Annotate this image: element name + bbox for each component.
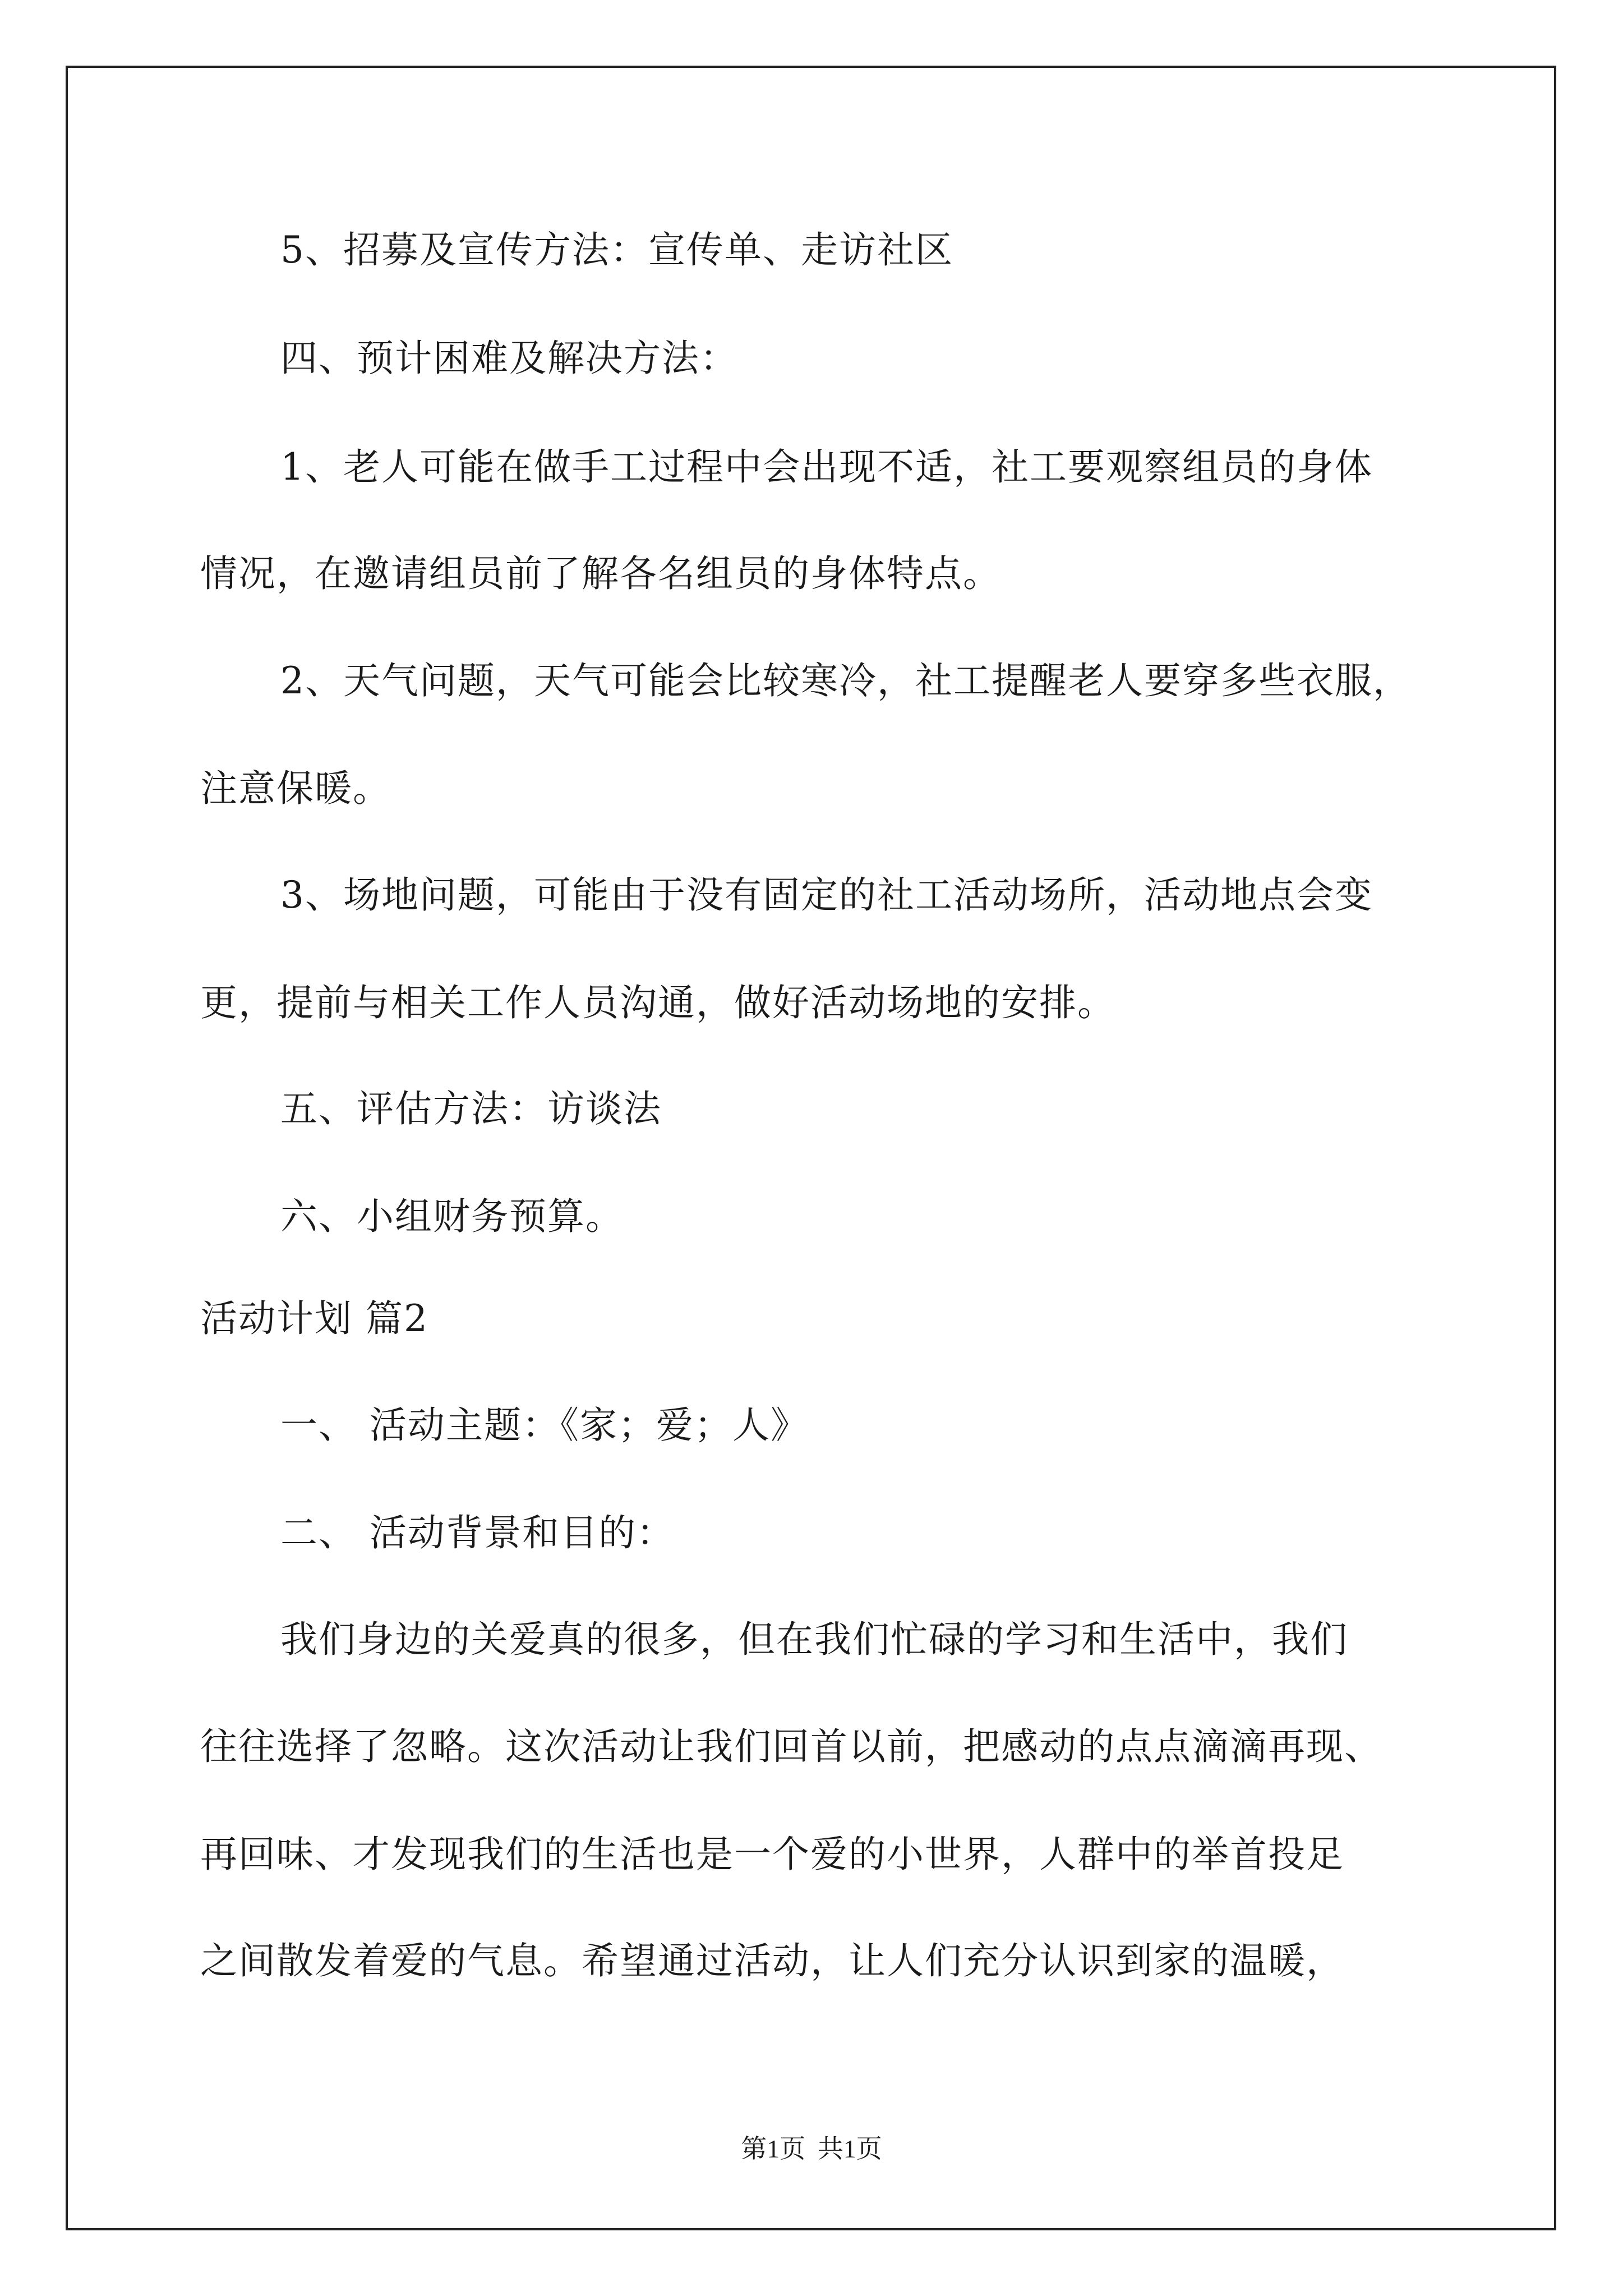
text-line-activity-background: 二、 活动背景和目的： xyxy=(280,1511,675,1554)
text-line-paragraph-4: 之间散发着爱的气息。希望通过活动，让人们充分认识到家的温暖， xyxy=(200,1939,1344,1982)
text-line-difficulty-3a: 3、场地问题，可能由于没有固定的社工活动场所，活动地点会变 xyxy=(280,873,1373,917)
text-line-paragraph-2: 往往选择了忽略。这次活动让我们回首以前，把感动的点点滴滴再现、 xyxy=(200,1725,1382,1768)
text-line-heading-difficulties: 四、预计困难及解决方法： xyxy=(280,337,738,380)
text-line-heading-budget: 六、小组财务预算。 xyxy=(280,1195,624,1238)
text-line-recruitment: 5、招募及宣传方法：宣传单、走访社区 xyxy=(280,228,953,272)
section-title-plan-2: 活动计划 篇2 xyxy=(200,1297,428,1340)
page-number-footer: 第1页 共1页 xyxy=(741,2134,882,2163)
text-line-difficulty-1a: 1、老人可能在做手工过程中会出现不适，社工要观察组员的身体 xyxy=(280,445,1373,489)
page-border xyxy=(66,66,1556,2230)
text-line-heading-evaluation: 五、评估方法：访谈法 xyxy=(280,1087,662,1130)
text-line-difficulty-2b: 注意保暖。 xyxy=(200,767,391,810)
text-line-paragraph-3: 再回味、才发现我们的生活也是一个爱的小世界，人群中的举首投足 xyxy=(200,1833,1344,1876)
text-line-paragraph-1: 我们身边的关爱真的很多，但在我们忙碌的学习和生活中，我们 xyxy=(280,1618,1348,1661)
text-line-activity-theme: 一、 活动主题：《家；爱；人》 xyxy=(280,1404,809,1447)
text-line-difficulty-3b: 更，提前与相关工作人员沟通，做好活动场地的安排。 xyxy=(200,981,1115,1024)
text-line-difficulty-2a: 2、天气问题，天气可能会比较寒冷，社工提醒老人要穿多些衣服， xyxy=(280,659,1411,702)
text-line-difficulty-1b: 情况，在邀请组员前了解各名组员的身体特点。 xyxy=(200,552,1001,595)
